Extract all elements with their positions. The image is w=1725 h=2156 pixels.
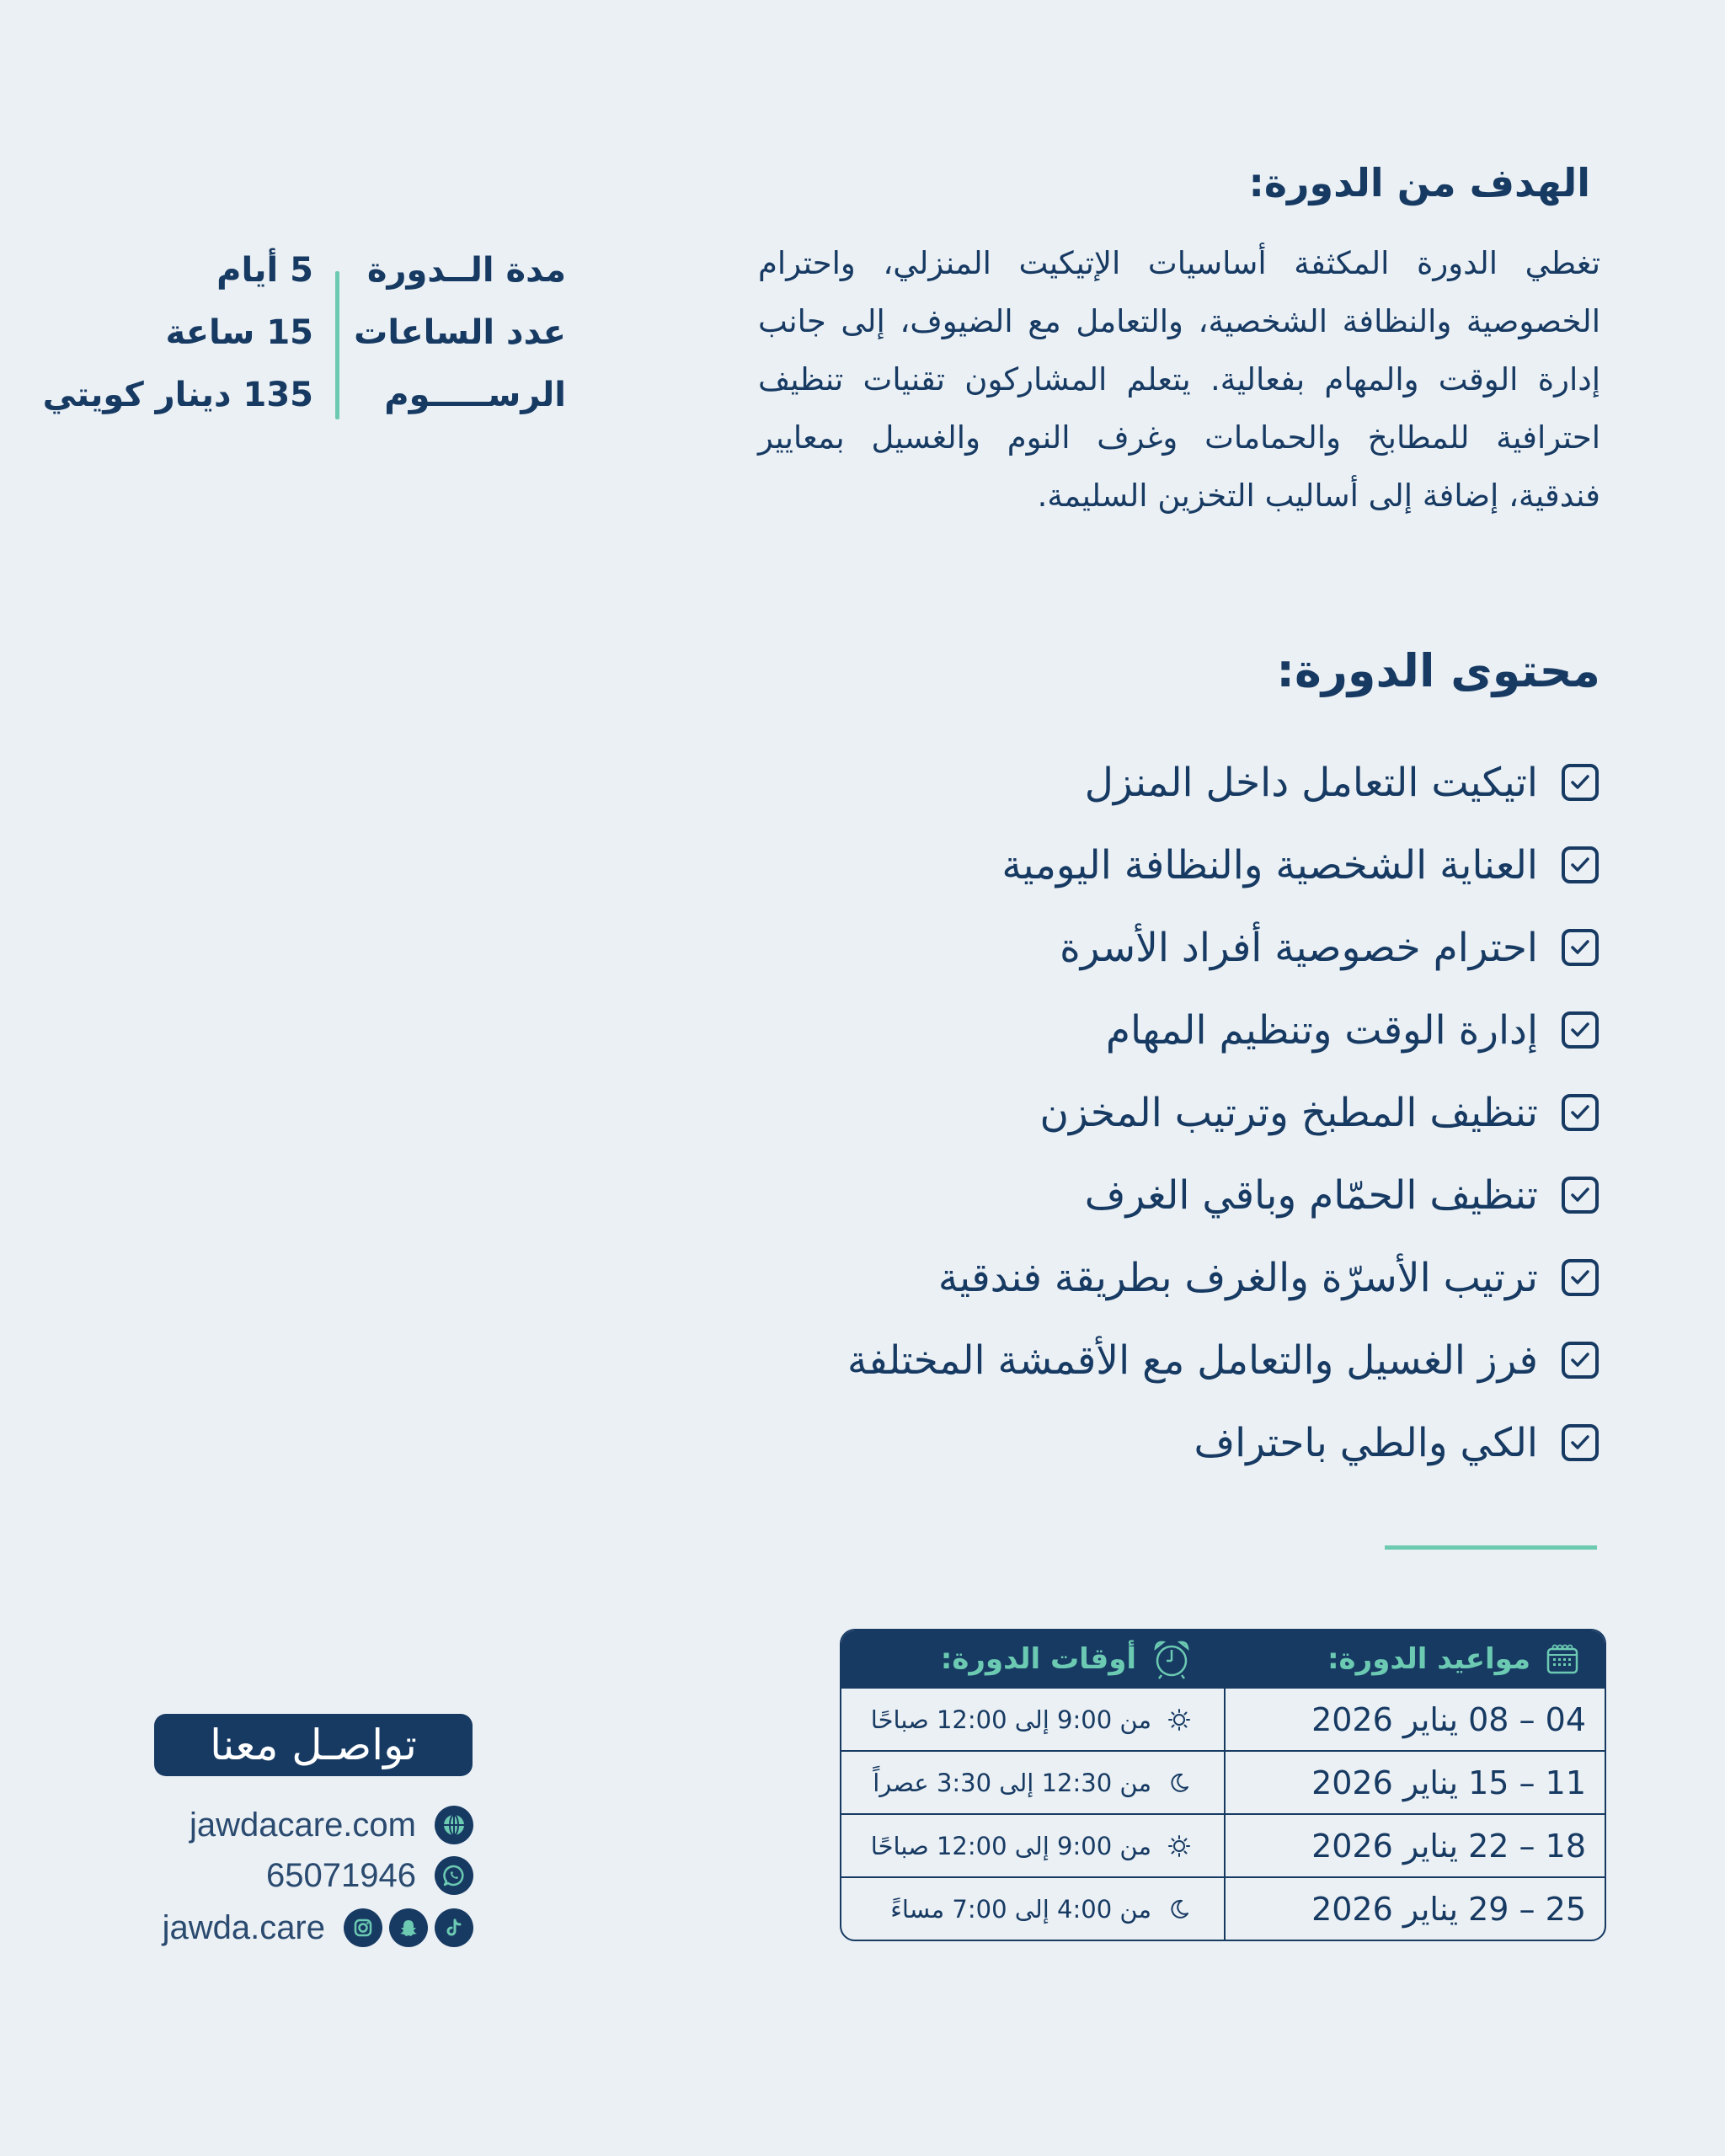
tiktok-icon[interactable]: [435, 1908, 473, 1947]
info-value: 15 ساعة: [165, 313, 313, 352]
date-cell: 11 – 15 يناير 2026: [1224, 1752, 1605, 1813]
times-header: [841, 1630, 1224, 1687]
sun-icon: [1168, 1835, 1190, 1857]
whatsapp-icon: [435, 1856, 473, 1895]
list-item-text: تنظيف المطبخ وترتيب المخزن: [1039, 1089, 1538, 1136]
moon-icon: [1168, 1772, 1190, 1794]
list-item: [847, 741, 1599, 824]
website-link[interactable]: jawdacare.com: [189, 1806, 416, 1844]
info-value: 135 دينار كويتي: [42, 376, 313, 414]
contact-website[interactable]: [190, 1806, 473, 1844]
goal-title: الهدف من الدورة:: [1248, 160, 1590, 205]
time-cell: [841, 1689, 1224, 1750]
info-label: مدة الــدورة: [366, 251, 566, 290]
checkbox-checked-icon: [1562, 764, 1599, 801]
list-item: [847, 989, 1599, 1071]
list-item-text: فرز الغسيل والتعامل مع الأقمشة المختلفة: [847, 1337, 1538, 1384]
course-info: [42, 251, 566, 428]
alarm-clock-icon: [1151, 1638, 1192, 1680]
time-cell: [841, 1815, 1224, 1876]
list-item: [847, 1071, 1599, 1154]
time-text: من 9:00 إلى 12:00 صباحًا: [870, 1831, 1151, 1860]
info-row-hours: [77, 313, 566, 372]
list-item: [847, 1236, 1599, 1319]
checkbox-checked-icon: [1562, 929, 1599, 966]
time-text: من 4:00 إلى 7:00 مساءً: [890, 1894, 1151, 1924]
list-item-text: إدارة الوقت وتنظيم المهام: [1105, 1006, 1538, 1054]
date-cell: 18 – 22 يناير 2026: [1224, 1815, 1605, 1876]
checkbox-checked-icon: [1562, 1094, 1599, 1131]
contact-social[interactable]: [163, 1908, 473, 1947]
list-item-text: اتيكيت التعامل داخل المنزل: [1084, 759, 1538, 806]
checkbox-checked-icon: [1562, 1342, 1599, 1379]
date-cell: 25 – 29 يناير 2026: [1224, 1878, 1605, 1940]
table-row: [841, 1813, 1605, 1876]
moon-icon: [1168, 1898, 1190, 1920]
content-list: [847, 741, 1599, 1484]
info-row-duration: [77, 251, 566, 310]
info-row-fees: [42, 376, 566, 435]
sun-icon: [1168, 1709, 1190, 1731]
social-handle[interactable]: jawda.care: [162, 1908, 325, 1946]
checkbox-checked-icon: [1562, 1177, 1599, 1214]
time-text: من 9:00 إلى 12:00 صباحًا: [870, 1705, 1151, 1734]
table-header: [841, 1630, 1605, 1687]
calendar-icon: [1546, 1643, 1579, 1675]
checkbox-checked-icon: [1562, 1011, 1599, 1049]
phone-number[interactable]: 65071946: [266, 1856, 416, 1894]
info-label: الرســـــوم: [384, 376, 566, 414]
checkbox-checked-icon: [1562, 846, 1599, 883]
content-title: محتوى الدورة:: [1276, 644, 1600, 697]
instagram-icon[interactable]: [344, 1908, 382, 1947]
snapchat-icon[interactable]: [389, 1908, 428, 1947]
list-item-text: ترتيب الأسرّة والغرف بطريقة فندقية: [937, 1254, 1538, 1301]
goal-description: تغطي الدورة المكثفة أساسيات الإتيكيت المنزلي، واحترام الخصوصية والنظافة الشخصية، والتعامل مع الضيوف، إلى جانب إدارة الوقت والمهام بفعالية. يتعلم المشاركون تقنيات تنظيف احترافية للمطابخ والحمامات وغرف النوم والغسيل بمعايير فندقية، إضافة إلى أساليب التخزين السليمة.: [758, 245, 1600, 514]
schedule-table: [840, 1629, 1606, 1941]
list-item: [847, 1154, 1599, 1236]
time-cell: [841, 1878, 1224, 1940]
list-item-text: الكي والطي باحتراف: [1194, 1419, 1538, 1466]
info-value: 5 أيام: [216, 251, 313, 290]
contact-us-button[interactable]: تواصـل معنا: [154, 1714, 473, 1776]
list-item-text: احترام خصوصية أفراد الأسرة: [1060, 924, 1538, 971]
list-item: [847, 824, 1599, 906]
times-header-label: أوقات الدورة:: [940, 1641, 1136, 1676]
dates-header: [1224, 1630, 1605, 1687]
table-row: [841, 1750, 1605, 1813]
table-row: [841, 1876, 1605, 1940]
time-cell: [841, 1752, 1224, 1813]
globe-icon: [435, 1806, 473, 1844]
checkbox-checked-icon: [1562, 1259, 1599, 1296]
info-label: عدد الساعات: [354, 313, 566, 352]
checkbox-checked-icon: [1562, 1424, 1599, 1461]
section-divider: [1385, 1545, 1597, 1550]
list-item: [847, 1401, 1599, 1484]
list-item-text: تنظيف الحمّام وباقي الغرف: [1084, 1171, 1538, 1219]
list-item: [847, 906, 1599, 989]
list-item: [847, 1319, 1599, 1401]
contact-phone[interactable]: [266, 1856, 473, 1895]
dates-header-label: مواعيد الدورة:: [1327, 1641, 1530, 1676]
table-row: [841, 1687, 1605, 1750]
time-text: من 12:30 إلى 3:30 عصراً: [873, 1768, 1151, 1797]
list-item-text: العناية الشخصية والنظافة اليومية: [1001, 841, 1538, 889]
date-cell: 04 – 08 يناير 2026: [1224, 1689, 1605, 1750]
